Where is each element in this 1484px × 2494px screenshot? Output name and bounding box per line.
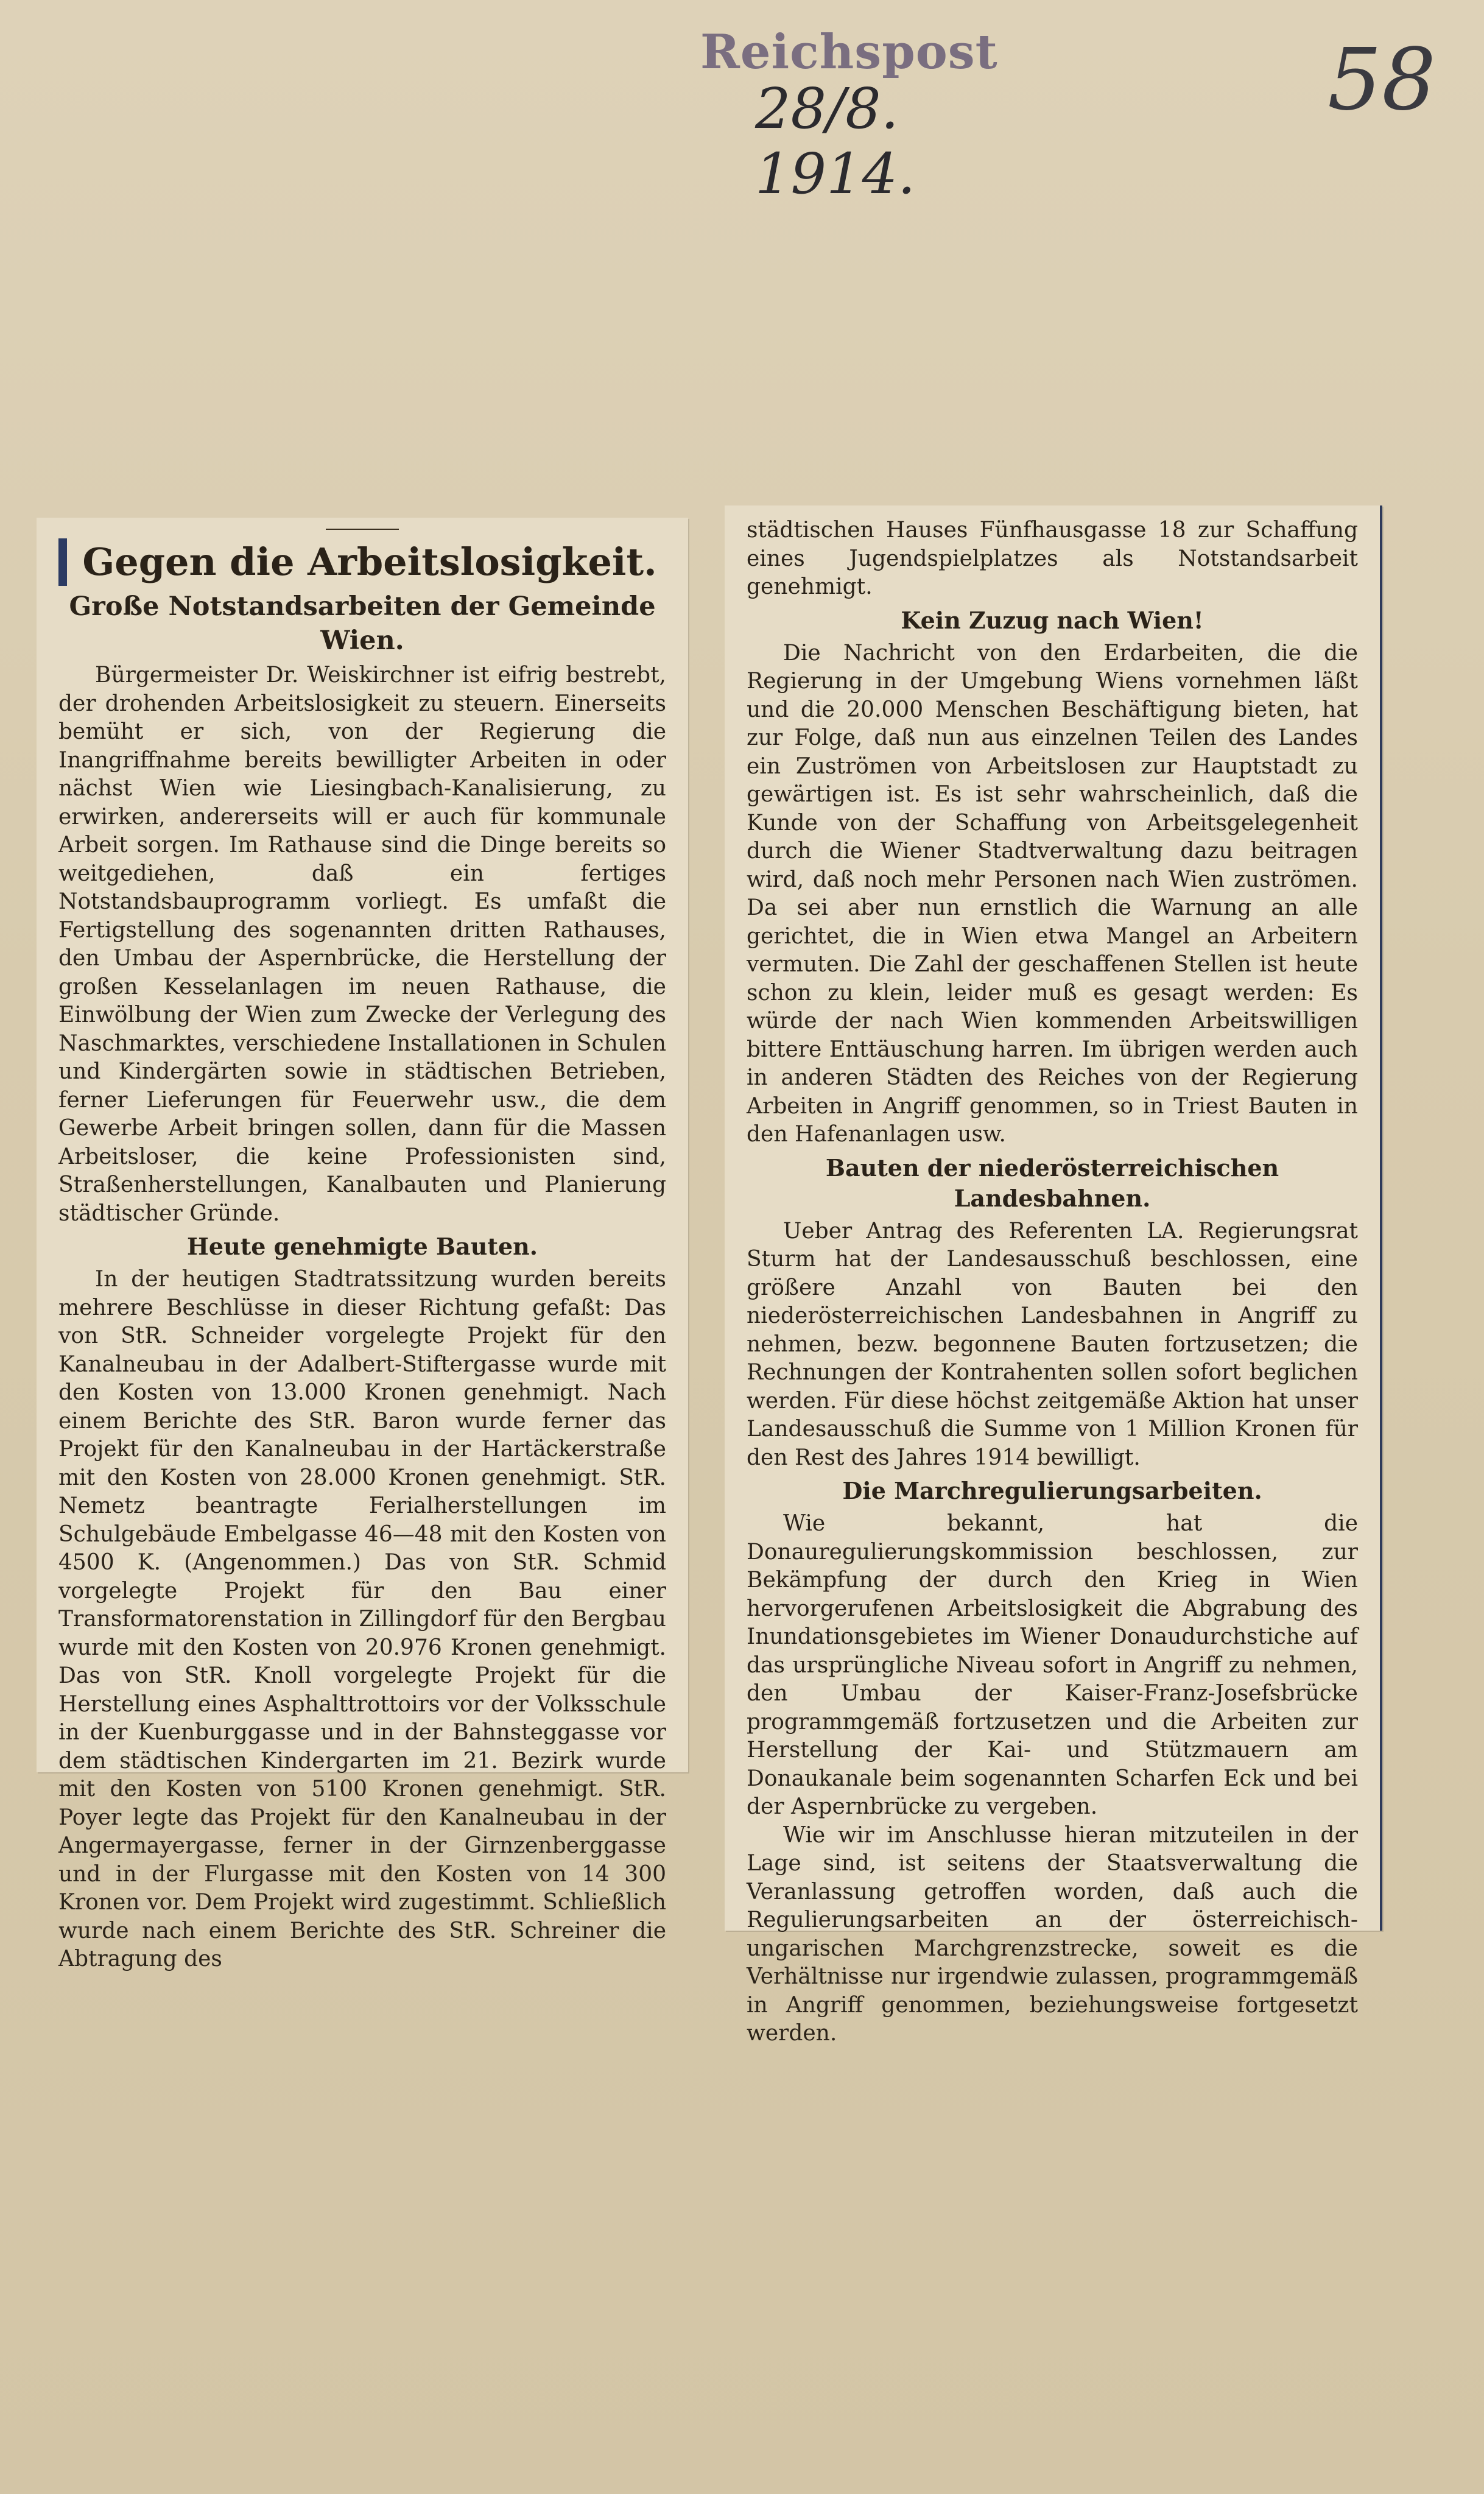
paragraph-1: Bürgermeister Dr. Weiskirchner ist eifrig bestrebt, der drohenden Arbeitslosigkeit zu steuern. Einerseits bemüht er sich, von der Regierung die Inangriffnahme bereits bewilligter Arbeiten in oder nächst Wien wie Liesingbach-Kanalisierung, zu erwirken, andererseits will er auch für kommunale Arbeit sorgen. Im Rathause sind die Dinge bereits so weitgediehen, daß ein fertiges Notstandsbauprogramm vorliegt. Es umfaßt die Fertigstellung des sogenannten dritten Rathauses, den Umbau der Aspernbrücke, die Herstellung der großen Kesselanlagen im neuen Rathause, die Einwölbung der Wien zum Zwecke der Verlegung des Naschmarktes, verschiedene Installationen in Schulen und Kindergärten sowie in städtischen Betrieben, ferner Lieferungen für Feuerwehr usw., die dem Gewerbe Arbeit bringen sollen, dann für die Massen Arbeitsloser, die keine Professionisten sind, Straßenherstellungen, Kanalbauten und Planierung städtischer Gründe. xyxy=(58,663,666,1226)
handwritten-date: 28/8. 1914. xyxy=(755,76,916,206)
paragraph-6: Wie wir im Anschlusse hieran mitzuteilen in der Lage sind, ist seitens der Staatsverwaltung die Veranlassung getroffen worden, daß auch die Regulierungsarbeiten an der österreichisch-ungarischen Marchgrenzstrecke, soweit es die Verhältnisse nur irgendwie zulassen, programmgemäß in Angriff genommen, beziehungsweise fortgesetzt werden. xyxy=(747,1822,1358,2046)
clipping-left-column xyxy=(37,518,688,1971)
clipping-right-column xyxy=(725,505,1382,2046)
paragraph-continuation: städtischen Hauses Fünfhausgasse 18 zur Schaffung eines Jugendspielplatzes als Notstandsarbeit genehmigt. xyxy=(747,518,1358,599)
handwritten-page-number: 58 xyxy=(1328,30,1437,130)
subhead-no-influx: Kein Zuzug nach Wien! xyxy=(901,606,1204,634)
article-subheadline: Große Notstandsarbeiten der Gemeinde Wien. xyxy=(69,591,656,656)
subhead-state-railways: Bauten der niederösterreichischen Landesbahnen. xyxy=(825,1154,1279,1212)
top-rule xyxy=(326,529,399,530)
paragraph-5: Wie bekannt, hat die Donauregulierungskommission beschlossen, zur Bekämpfung der durch den Krieg in Wien hervorgerufenen Arbeitslosigkeit die Abgrabung des Inundationsgebietes im Wiener Donaudurchstiche auf das ursprüngliche Niveau sofort in Angriff zu nehmen, den Umbau der Kaiser-Franz-Josefsbrücke programmgemäß fortzusetzen und die Arbeiten zur Herstellung der Kai- und Stützmauern am Donaukanale beim sogenannten Scharfen Eck und bei der Aspernbrücke zu vergeben. xyxy=(747,1511,1358,1819)
newspaper-stamp: Reichspost xyxy=(700,24,998,80)
paragraph-2: In der heutigen Stadtratssitzung wurden bereits mehrere Beschlüsse in dieser Richtung gefaßt: Das von StR. Schneider vorgelegte Projekt für den Kanalneubau in der Adalbert-Stiftergasse wurde mit den Kosten von 13.000 Kronen genehmigt. Nach einem Berichte des StR. Baron wurde ferner das Projekt für den Kanalneubau in der Hartäckerstraße mit den Kosten von 28.000 Kronen genehmigt. StR. Nemetz beantragte Ferialherstellungen im Schulgebäude Embelgasse 46—48 mit den Kosten von 4500 K. (Angenommen.) Das von StR. Schmid vorgelegte Projekt für den Bau einer Transformatorenstation in Zillingdorf für den Bergbau wurde mit den Kosten von 20.976 Kronen genehmigt. Das von StR. Knoll vorgelegte Projekt für die Herstellung eines Asphalttrottoirs vor der Volksschule in der Kuenburggasse und in der Bahnsteggasse vor dem städtischen Kindergarten im 21. Bezirk wurde mit den Kosten von 5100 Kronen genehmigt. StR. Poyer legte das Projekt für den Kanalneubau in der Angermayergasse, ferner in der Girnzenberggasse und in der Flurgasse mit den Kosten von 14 300 Kronen vor. Dem Projekt wird zugestimmt. Schließlich wurde nach einem Berichte des StR. Schreiner die Abtragung des xyxy=(58,1267,666,1971)
article-headline: Gegen die Arbeitslosigkeit. xyxy=(58,538,666,586)
subhead-march-regulation: Die Marchregulierungsarbeiten. xyxy=(842,1477,1262,1504)
subhead-approved-buildings: Heute genehmigte Bauten. xyxy=(187,1233,538,1260)
paragraph-4: Ueber Antrag des Referenten LA. Regierungsrat Sturm hat der Landesausschuß beschlossen, eine größere Anzahl von Bauten bei den niederösterreichischen Landesbahnen in Angriff zu nehmen, bezw. begonnene Bauten fortzusetzen; die Rechnungen der Kontrahenten sollen sofort beglichen werden. Für diese höchst zeitgemäße Aktion hat unser Landesausschuß die Summe von 1 Million Kronen für den Rest des Jahres 1914 bewilligt. xyxy=(747,1218,1358,1470)
paragraph-3: Die Nachricht von den Erdarbeiten, die die Regierung in der Umgebung Wiens vornehmen läßt und die 20.000 Menschen Beschäftigung bieten, hat zur Folge, daß nun aus einzelnen Teilen des Landes ein Zuströmen von Arbeitslosen zur Hauptstadt zu gewärtigen ist. Es ist sehr wahrscheinlich, daß die Kunde von der Schaffung von Arbeitsgelegenheit durch die Wiener Stadtverwaltung dazu beitragen wird, daß noch mehr Personen nach Wien zuströmen. Da sei aber nun ernstlich die Warnung an alle gerichtet, die in Wien etwa Mangel an Arbeitern vermuten. Die Zahl der geschaffenen Stellen ist heute schon zu klein, leider muß es gesagt werden: Es würde der nach Wien kommenden Arbeitswilligen bittere Enttäuschung harren. Im übrigen werden auch in anderen Städten des Reiches von der Regierung Arbeiten in Angriff genommen, so in Triest Bauten in den Hafenanlagen usw. xyxy=(747,640,1358,1147)
